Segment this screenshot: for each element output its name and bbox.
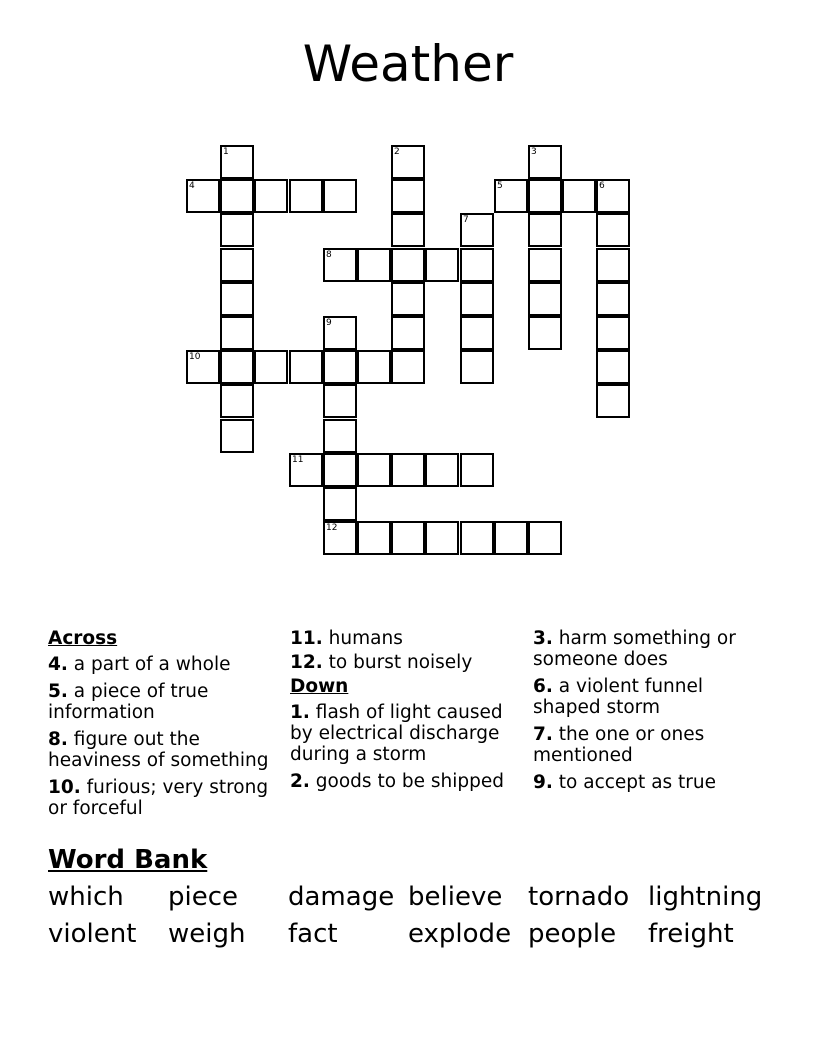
word-bank-word: lightning bbox=[648, 882, 763, 912]
clue-down-6 bbox=[533, 676, 773, 718]
grid-cell[interactable] bbox=[528, 213, 562, 247]
puzzle-title: Weather bbox=[302, 35, 514, 93]
grid-cell[interactable] bbox=[391, 179, 425, 213]
grid-cell[interactable] bbox=[323, 350, 357, 384]
grid-cell[interactable] bbox=[391, 145, 425, 179]
clue-text: a piece of true information bbox=[48, 681, 209, 723]
grid-cell[interactable] bbox=[596, 282, 630, 316]
word-bank-word: violent bbox=[48, 919, 137, 949]
cell-number: 6 bbox=[599, 181, 605, 191]
grid-cell[interactable] bbox=[323, 419, 357, 453]
grid-cell[interactable] bbox=[254, 179, 288, 213]
grid-cell[interactable] bbox=[596, 316, 630, 350]
grid-cell[interactable] bbox=[391, 453, 425, 487]
grid-cell[interactable] bbox=[528, 248, 562, 282]
word-bank bbox=[48, 882, 788, 949]
clue-number: 7. bbox=[533, 724, 553, 745]
cell-number: 3 bbox=[531, 147, 537, 157]
grid-cell[interactable] bbox=[357, 521, 391, 555]
clue-column-2 bbox=[290, 628, 530, 798]
grid-cell[interactable] bbox=[391, 248, 425, 282]
grid-cell[interactable] bbox=[220, 282, 254, 316]
grid-cell[interactable] bbox=[323, 384, 357, 418]
clue-text: flash of light caused by electrical discharge during a storm bbox=[290, 702, 503, 765]
grid-cell[interactable] bbox=[220, 419, 254, 453]
clue-across-11 bbox=[290, 628, 530, 649]
clue-down-7 bbox=[533, 724, 773, 766]
word-bank-word: explode bbox=[408, 919, 512, 949]
grid-cell[interactable] bbox=[186, 179, 220, 213]
cell-number: 2 bbox=[394, 147, 400, 157]
grid-cell[interactable] bbox=[391, 521, 425, 555]
word-bank-word: which bbox=[48, 882, 124, 912]
cell-number: 8 bbox=[326, 250, 332, 260]
clue-across-10 bbox=[48, 777, 283, 819]
cell-number: 1 bbox=[223, 147, 229, 157]
clue-down-1 bbox=[290, 702, 530, 765]
word-bank-word: believe bbox=[408, 882, 503, 912]
clue-down-9 bbox=[533, 772, 773, 793]
grid-cell[interactable] bbox=[425, 248, 459, 282]
grid-cell[interactable] bbox=[460, 282, 494, 316]
grid-cell[interactable] bbox=[460, 213, 494, 247]
clue-across-8 bbox=[48, 729, 283, 771]
grid-cell[interactable] bbox=[391, 282, 425, 316]
grid-cell[interactable] bbox=[323, 248, 357, 282]
clue-number: 2. bbox=[290, 771, 310, 792]
cell-number: 11 bbox=[292, 455, 304, 465]
clue-number: 1. bbox=[290, 702, 310, 723]
word-bank-word: damage bbox=[288, 882, 395, 912]
grid-cell[interactable] bbox=[528, 316, 562, 350]
clue-number: 6. bbox=[533, 676, 553, 697]
grid-cell[interactable] bbox=[460, 316, 494, 350]
grid-cell[interactable] bbox=[460, 453, 494, 487]
clue-number: 9. bbox=[533, 772, 553, 793]
grid-cell[interactable] bbox=[425, 521, 459, 555]
grid-cell[interactable] bbox=[596, 179, 630, 213]
clue-text: goods to be shipped bbox=[315, 771, 505, 792]
clue-number: 10. bbox=[48, 777, 81, 798]
grid-cell[interactable] bbox=[220, 145, 254, 179]
grid-cell[interactable] bbox=[289, 179, 323, 213]
grid-cell[interactable] bbox=[425, 453, 459, 487]
clue-across-12 bbox=[290, 652, 530, 673]
clue-text: humans bbox=[328, 628, 403, 649]
clue-column-3 bbox=[533, 628, 773, 799]
clue-text: a part of a whole bbox=[73, 654, 231, 675]
word-bank-word: freight bbox=[648, 919, 734, 949]
down-heading: Down bbox=[290, 676, 349, 697]
grid-cell[interactable] bbox=[460, 248, 494, 282]
grid-cell[interactable] bbox=[254, 350, 288, 384]
grid-cell[interactable] bbox=[323, 316, 357, 350]
clue-text: figure out the heaviness of something bbox=[48, 729, 269, 771]
grid-cell[interactable] bbox=[186, 350, 220, 384]
clue-text: harm something or someone does bbox=[533, 628, 736, 670]
clue-number: 11. bbox=[290, 628, 323, 649]
grid-cell[interactable] bbox=[357, 248, 391, 282]
grid-cell[interactable] bbox=[289, 350, 323, 384]
grid-cell[interactable] bbox=[220, 248, 254, 282]
word-bank-title: Word Bank bbox=[48, 845, 208, 875]
grid-cell[interactable] bbox=[220, 213, 254, 247]
grid-cell[interactable] bbox=[528, 145, 562, 179]
grid-cell[interactable] bbox=[596, 248, 630, 282]
cell-number: 7 bbox=[463, 215, 469, 225]
grid-cell[interactable] bbox=[323, 487, 357, 521]
cell-number: 5 bbox=[497, 181, 503, 191]
grid-cell[interactable] bbox=[220, 179, 254, 213]
clue-down-2 bbox=[290, 771, 530, 792]
word-bank-word: fact bbox=[288, 919, 338, 949]
clue-number: 5. bbox=[48, 681, 68, 702]
grid-cell[interactable] bbox=[289, 453, 323, 487]
clue-number: 8. bbox=[48, 729, 68, 750]
grid-cell[interactable] bbox=[357, 350, 391, 384]
grid-cell[interactable] bbox=[596, 213, 630, 247]
clue-column-1 bbox=[48, 628, 283, 825]
grid-cell[interactable] bbox=[220, 384, 254, 418]
clue-down-3 bbox=[533, 628, 773, 670]
grid-cell[interactable] bbox=[220, 316, 254, 350]
clue-across-4 bbox=[48, 654, 283, 675]
grid-cell[interactable] bbox=[528, 521, 562, 555]
grid-cell[interactable] bbox=[391, 350, 425, 384]
cell-number: 9 bbox=[326, 318, 332, 328]
grid-cell[interactable] bbox=[220, 350, 254, 384]
clue-text: to accept as true bbox=[558, 772, 717, 793]
grid-cell[interactable] bbox=[596, 350, 630, 384]
word-bank-word: weigh bbox=[168, 919, 246, 949]
grid-cell[interactable] bbox=[562, 179, 596, 213]
grid-cell[interactable] bbox=[528, 179, 562, 213]
clue-text: a violent funnel shaped storm bbox=[533, 676, 704, 718]
grid-cell[interactable] bbox=[391, 316, 425, 350]
grid-cell[interactable] bbox=[391, 213, 425, 247]
word-bank-word: tornado bbox=[528, 882, 630, 912]
clue-number: 3. bbox=[533, 628, 553, 649]
across-heading: Across bbox=[48, 628, 118, 649]
grid-cell[interactable] bbox=[494, 521, 528, 555]
grid-cell[interactable] bbox=[357, 453, 391, 487]
clue-number: 12. bbox=[290, 652, 323, 673]
grid-cell[interactable] bbox=[460, 350, 494, 384]
grid-cell[interactable] bbox=[596, 384, 630, 418]
grid-cell[interactable] bbox=[528, 282, 562, 316]
clue-text: to burst noisely bbox=[328, 652, 473, 673]
clue-number: 4. bbox=[48, 654, 68, 675]
grid-cell[interactable] bbox=[323, 453, 357, 487]
grid-cell[interactable] bbox=[494, 179, 528, 213]
clue-text: the one or ones mentioned bbox=[533, 724, 705, 766]
grid-cell[interactable] bbox=[460, 521, 494, 555]
clue-across-5 bbox=[48, 681, 283, 723]
clue-text: furious; very strong or forceful bbox=[48, 777, 269, 819]
grid-cell[interactable] bbox=[323, 521, 357, 555]
cell-number: 10 bbox=[189, 352, 201, 362]
grid-cell[interactable] bbox=[323, 179, 357, 213]
word-bank-word: piece bbox=[168, 882, 239, 912]
word-bank-word: people bbox=[528, 919, 617, 949]
cell-number: 4 bbox=[189, 181, 195, 191]
cell-number: 12 bbox=[326, 523, 338, 533]
